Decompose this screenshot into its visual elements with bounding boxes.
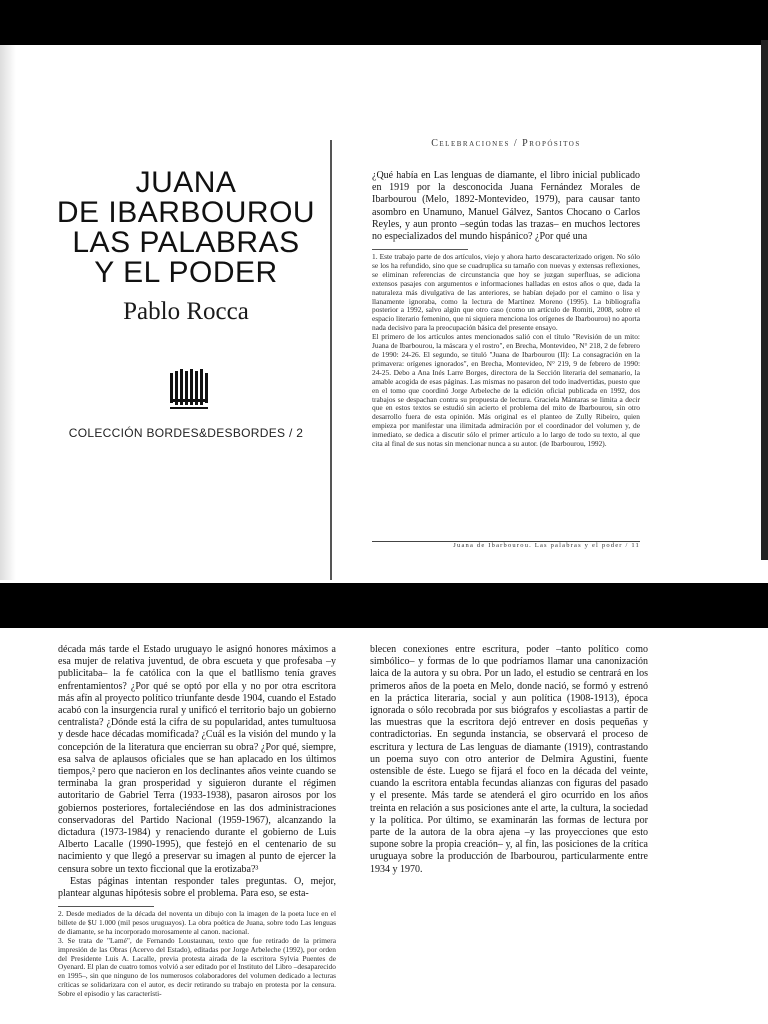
right-page-body: ¿Qué había en Las lenguas de diamante, el libro inicial publicado en 1919 por la desconocida Juana Fernández Morales de Ibarbourou (Melo, 1892-Montevideo, 1979), para causar tanto asombro en Unamuno, Manuel Gálvez, Santos Chocano o Carlos Reyles, y aun pronto –según todas las trazas– en muchos lectores no especializados del mundo hispánico? ¿Por qué una bbox=[372, 170, 640, 243]
title-line-3: LAS PALABRAS bbox=[72, 226, 300, 259]
right-page-footnotes bbox=[372, 253, 640, 449]
footnote-2: 2. Desde mediados de la década del noventa un dibujo con la imagen de la poeta luce en el billete de $U 1.000 (mil pesos uruguayos). La obra poética de Juana, sobre todo Las lenguas de diamante, se ha incorporado morosamente al canon. nacional. bbox=[58, 909, 336, 936]
scan-left-edge bbox=[0, 45, 16, 580]
collection-label: COLECCIÓN BORDES&DESBORDES / 2 bbox=[68, 426, 304, 440]
title-line-1: JUANA bbox=[135, 166, 237, 199]
lower-left-body bbox=[58, 644, 336, 900]
lower-left-footnotes bbox=[58, 910, 336, 999]
book-title bbox=[46, 168, 326, 288]
footnote-rule bbox=[372, 249, 468, 250]
lower-right-body: blecen conexiones entre escritura, poder –tanto político como simbólico– y formas de lo que podríamos llamar una canonización laica de la autora y su obra. Por un lado, el estudio se centrará en los primeros años de la poeta en Melo, donde nació, se formó y estrenó en la práctica literaria, social y aun política (1908-1913), época ignorada o sólo recobrada por sus biógrafos y escoliastas a partir de las muestras que la escritora dejó entrever en dosis pequeñas y contradictorias. En segunda instancia, se observará el proceso de escritura y lectura de Las lenguas de diamante (1919), contrastando un poema suyo con otro anterior de Delmira Agustini, fuente ostensible de éste. Luego se fijará el foco en la década del veinte, cuando la escritora entabla fecundas alianzas con figuras del pasado y el presente. Más tarde se atenderá el giro ocurrido en los años treinta en relación a sus posiciones ante el arte, la cultura, la sociedad y la política. Por último, se examinarán las formas de lectura por parte de la autora de la obra ajena –y las proyecciones que esto supone sobre la propia creación– y, al fin, las posiciones de la crítica uruguaya sobre la producción de Ibarbourou, particularmente entre 1934 y 1970. bbox=[370, 644, 648, 875]
scan-top-band bbox=[0, 0, 768, 45]
scan-middle-band bbox=[0, 583, 768, 628]
scan-right-edge bbox=[761, 40, 768, 560]
title-line-4: Y EL PODER bbox=[94, 256, 278, 289]
page-footer: Juana de Ibarbourou. Las palabras y el poder / 11 bbox=[453, 542, 640, 549]
publisher-logo-icon bbox=[168, 367, 212, 411]
lower-left-paragraph-2: Estas páginas intentan responder tales preguntas. O, mejor, plantear algunas hipótesis sobre el problema. Para eso, se esta- bbox=[58, 875, 336, 900]
book-spine bbox=[330, 140, 332, 580]
footnote-1a: 1. Este trabajo parte de dos artículos, viejo y ahora harto descaracterizado origen. No sólo se los ha refundido, sino que se cuadruplica su tamaño con nuevas y extensas reflexiones, se eliminan referencias de circunstancia que hoy se juzgan superfluas, se adiciona extensos pasajes con argumentos e informaciones halladas en estos años o que, dada la naturaleza más divulgativa de las anteriores, se habían dejado por el camino o lisa y llanamente ignoraba, como la lectura de Martínez Moreno (1995). La bibliografía posterior a 1992, salvo algún que otro caso (como un artículo de Romiti, 2008, sobre el espacio literario femenino, que ni siquiera menciona los orígenes de Ibarbourou) no aporta nada decisivo para la preocupación básica del presente ensayo. bbox=[372, 252, 640, 333]
running-head: Celebraciones / Propósitos bbox=[431, 138, 581, 149]
lower-left-paragraph-1: década más tarde el Estado uruguayo le asignó honores máximos a esa mujer de relativa juventud, de obra escueta y que profesaba –y publicitaba– la fe católica con la que el batllismo tenía graves enfrentamientos? ¿Por qué se optó por ella y no por otra escritora más afín al proyecto político triunfante desde 1904, cuando el Estado acabó con la insurgencia rural y unificó el territorio bajo un gobierno centralista? ¿Dónde está la cifra de su popularidad, antes tumultuosa y desde hace décadas momificada? ¿Cuál es la visión del mundo y la concepción de la literatura que encierran su obra? ¿Por qué, siempre, esa salva de aplausos oficiales que se han aplacado en los últimos tiempos,² pero que nacieron en los declinantes años veinte cuando se terminaba la gran prosperidad y siguieron durante el régimen autoritario de Gabriel Terra (1933-1938), pasaron airosos por los gobiernos posteriores, fortaleciéndose en las dos administraciones conservadoras del Partido Nacional (1959-1967), alcanzando la dictadura (1973-1984) y renaciendo durante el gobierno de Luis Alberto Lacalle (1990-1995), que festejó en el centenario de su nacimiento y que llegó a preservar su imagen al punto de ejercer la censura sobre un texto ficcional que la erotizaba?³ bbox=[58, 644, 336, 875]
footnote-rule bbox=[58, 906, 154, 907]
footnote-1b: El primero de los artículos antes mencionados salió con el título "Revisión de un mito: Juana de Ibarbourou, la máscara y el rostro", en Brecha, Montevideo, N° 218, 2 de febrero de 1990: 24-26. El segundo, se tituló "Juana de Ibarbourou (II): La consagración en la primavera: orígenes ignorados", en Brecha, Montevideo, N° 219, 9 de febrero de 1990: 24-25. Debo a Ana Inés Larre Borges, directora de la Sección literaria del semanario, la amable acogida de esas páginas. Las mismas no pasaron del todo inadvertidas, puesto que en el tomo que coordinó Jorge Arbeleche de la edición oficial publicada en 1992, dos trabajos se despachan contra su propuesta de lectura. Graciela Mántaras se limita a decir que en estos textos se estudió sin acierto el problema del mito de Ibarbourou, sin otro desarrollo fuera de esta opinión. Más original es el planteo de Zully Ribeiro, quien empieza por manifestar una ilimitada admiración por el coordinador del volumen y, de inmediato, se dedica a discutir sólo el primer artículo a lo largo de todo su texto, al que cita al final de sus notas sin mencionar nunca a su autor. (de Ibarbourou, 1992). bbox=[372, 332, 640, 449]
footnote-3: 3. Se trata de "Lamé", de Fernando Loustaunau, texto que fue retirado de la primera impresión de las Obras (Acervo del Estado), editadas por Jorge Arbeleche (1992), por orden del Presidente Luis A. Lacalle, previa protesta airada de la escritora Sylvia Puentes de Oyenard. El plan de cuatro tomos volvió a ser editado por el Instituto del Libro –desaparecido en 1995–, sin que ninguno de los numerosos colaboradores del volumen dedicado a lecturas críticas se solidarizara con el autor, es decir retirando su trabajo en protesta por la censura. Sobre el episodio y las característi- bbox=[58, 935, 336, 999]
author-name: Pablo Rocca bbox=[123, 298, 249, 325]
title-line-2: DE IBARBOUROU bbox=[56, 196, 316, 229]
